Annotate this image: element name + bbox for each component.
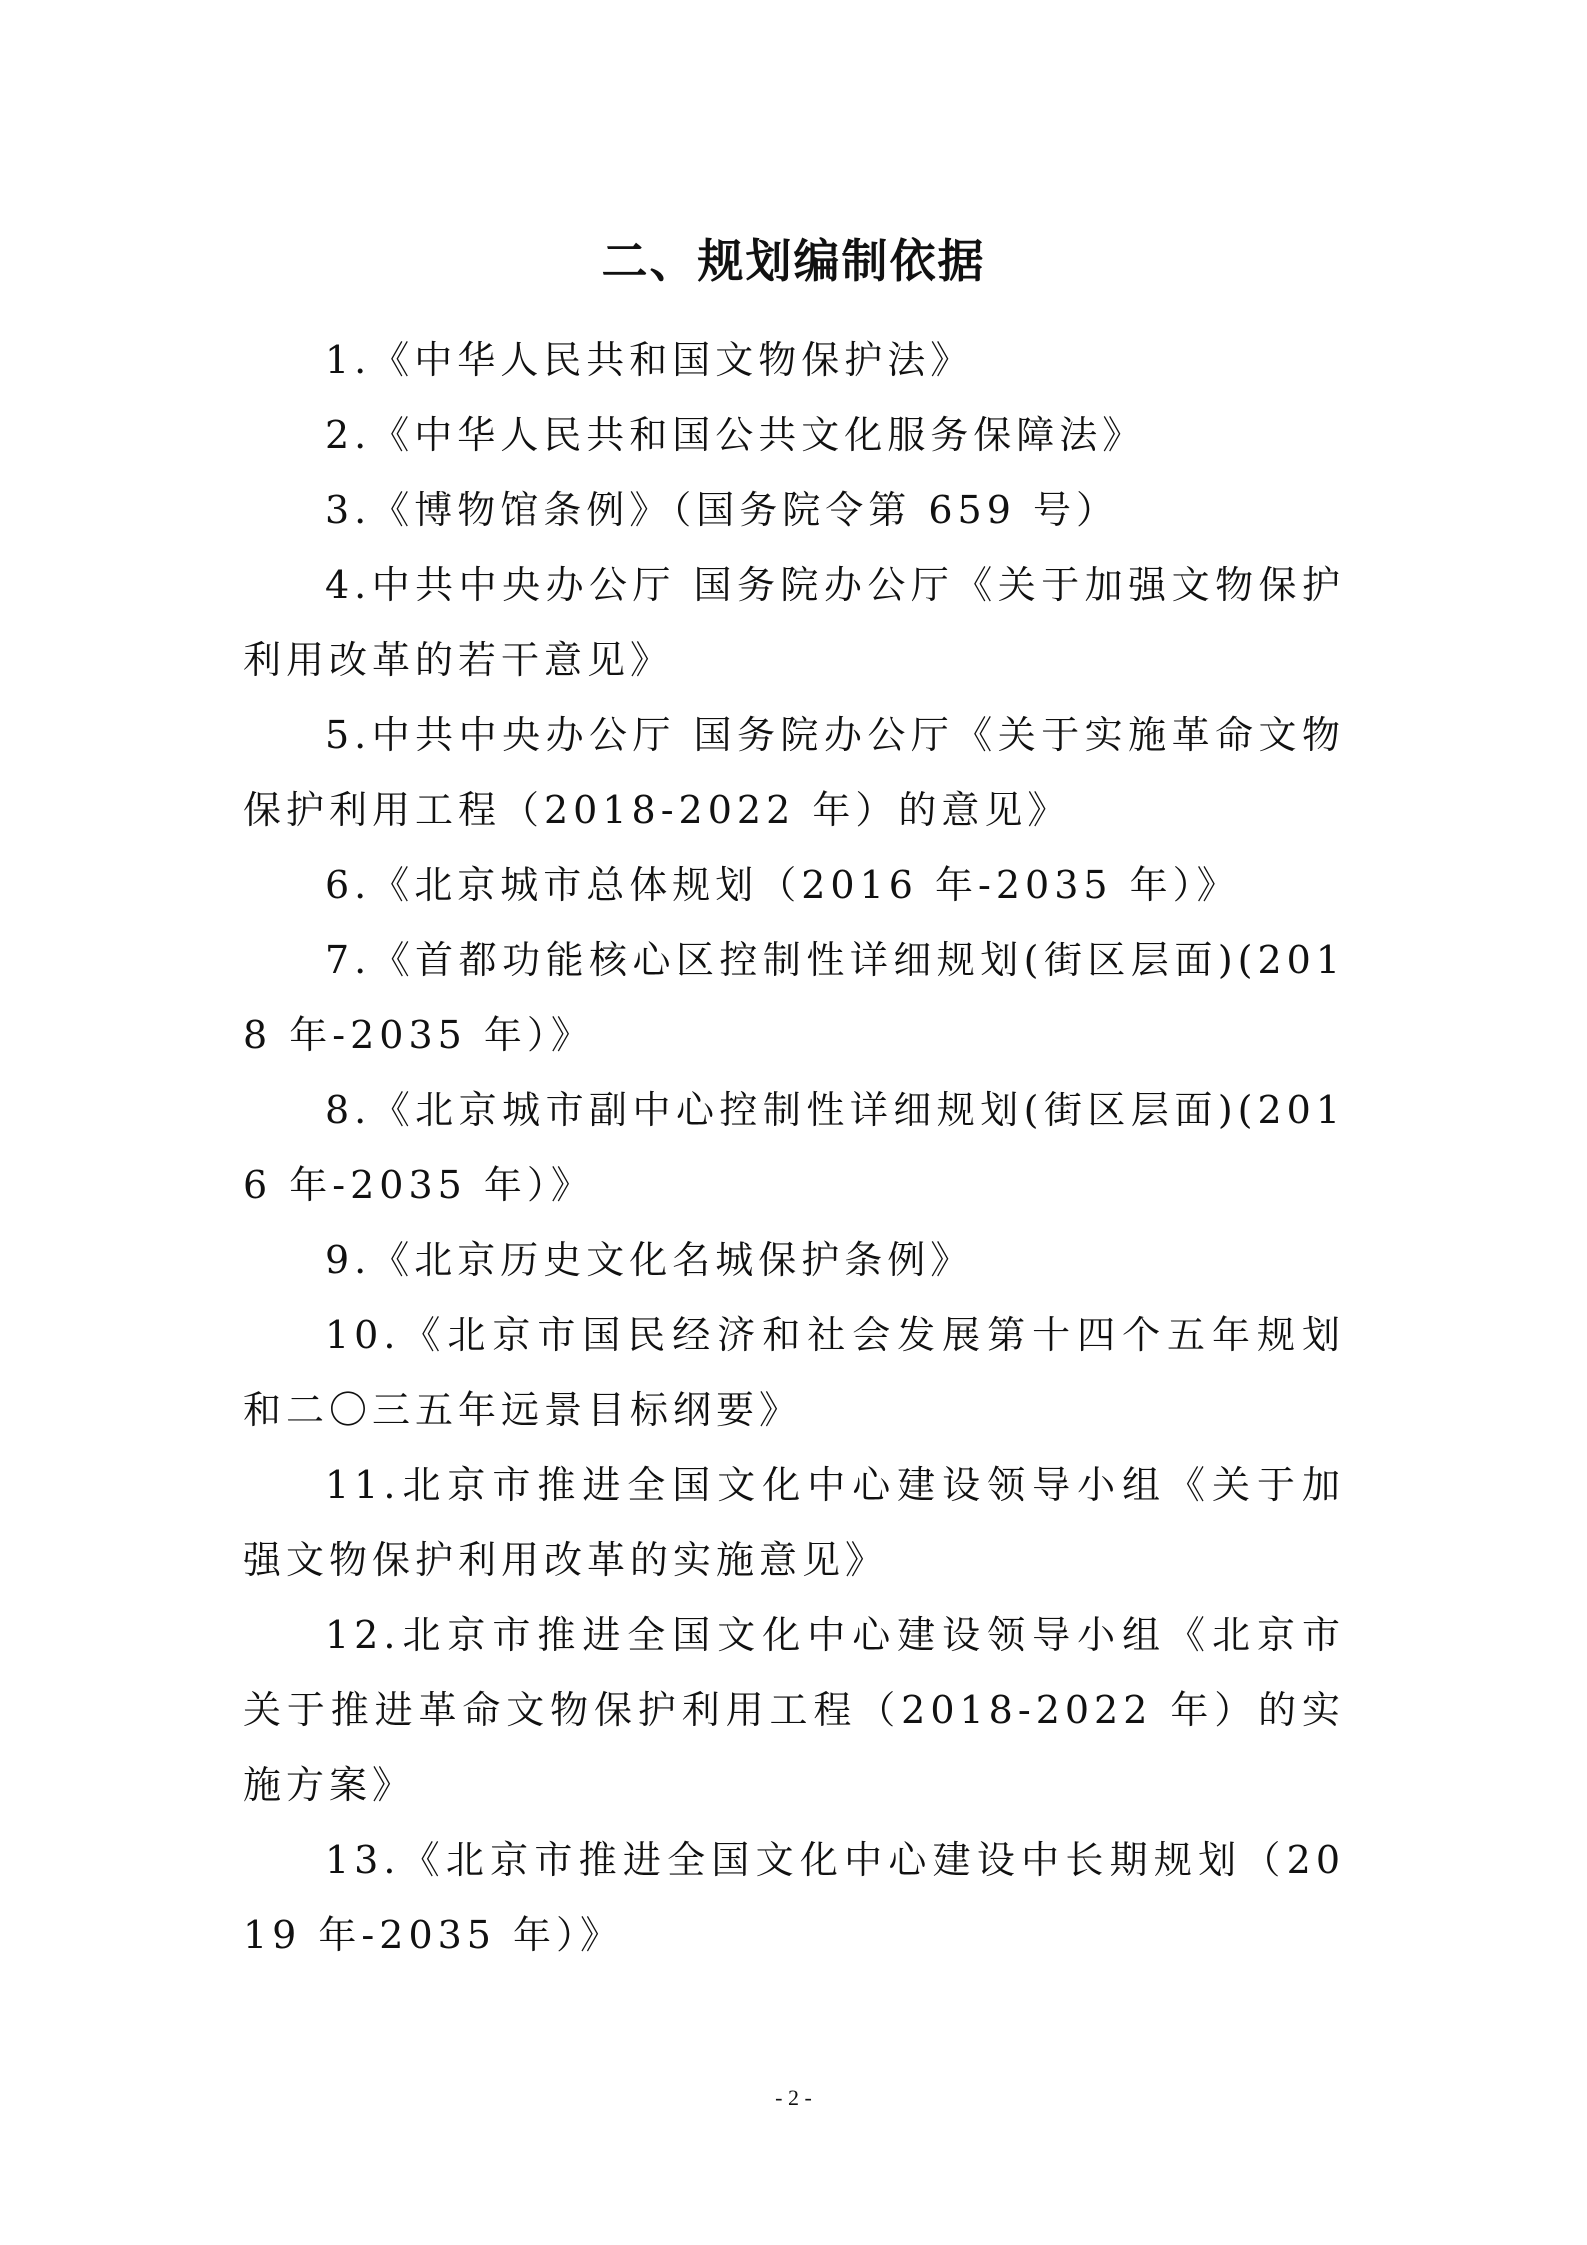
basis-list [243, 323, 1345, 1973]
list-item-10: 10.《北京市国民经济和社会发展第十四个五年规划和二〇三五年远景目标纲要》 [243, 1313, 1345, 1432]
list-item-5: 5.中共中央办公厅 国务院办公厅《关于实施革命文物保护利用工程（2018-2022 年）的意见》 [243, 713, 1345, 832]
list-item-6: 6.《北京城市总体规划（2016 年-2035 年）》 [325, 863, 1240, 907]
list-item-12: 12.北京市推进全国文化中心建设领导小组《北京市关于推进革命文物保护利用工程（2018-2022 年）的实施方案》 [243, 1613, 1345, 1807]
list-item-13: 13.《北京市推进全国文化中心建设中长期规划（2019 年-2035 年）》 [243, 1838, 1345, 1957]
list-item-8: 8.《北京城市副中心控制性详细规划(街区层面)(2016 年-2035 年）》 [243, 1088, 1345, 1207]
list-item-11: 11.北京市推进全国文化中心建设领导小组《关于加强文物保护利用改革的实施意见》 [243, 1463, 1345, 1582]
page-number: - 2 - [775, 2085, 812, 2110]
section-heading: 二、规划编制依据 [601, 233, 986, 288]
list-item-1: 1.《中华人民共和国文物保护法》 [325, 338, 974, 382]
list-item-3: 3.《博物馆条例》（国务院令第 659 号） [325, 488, 1119, 532]
list-item-2: 2.《中华人民共和国公共文化服务保障法》 [325, 413, 1146, 457]
list-item-9: 9.《北京历史文化名城保护条例》 [325, 1238, 974, 1282]
list-item-4: 4.中共中央办公厅 国务院办公厅《关于加强文物保护利用改革的若干意见》 [243, 563, 1345, 682]
list-item-7: 7.《首都功能核心区控制性详细规划(街区层面)(2018 年-2035 年）》 [243, 938, 1345, 1057]
